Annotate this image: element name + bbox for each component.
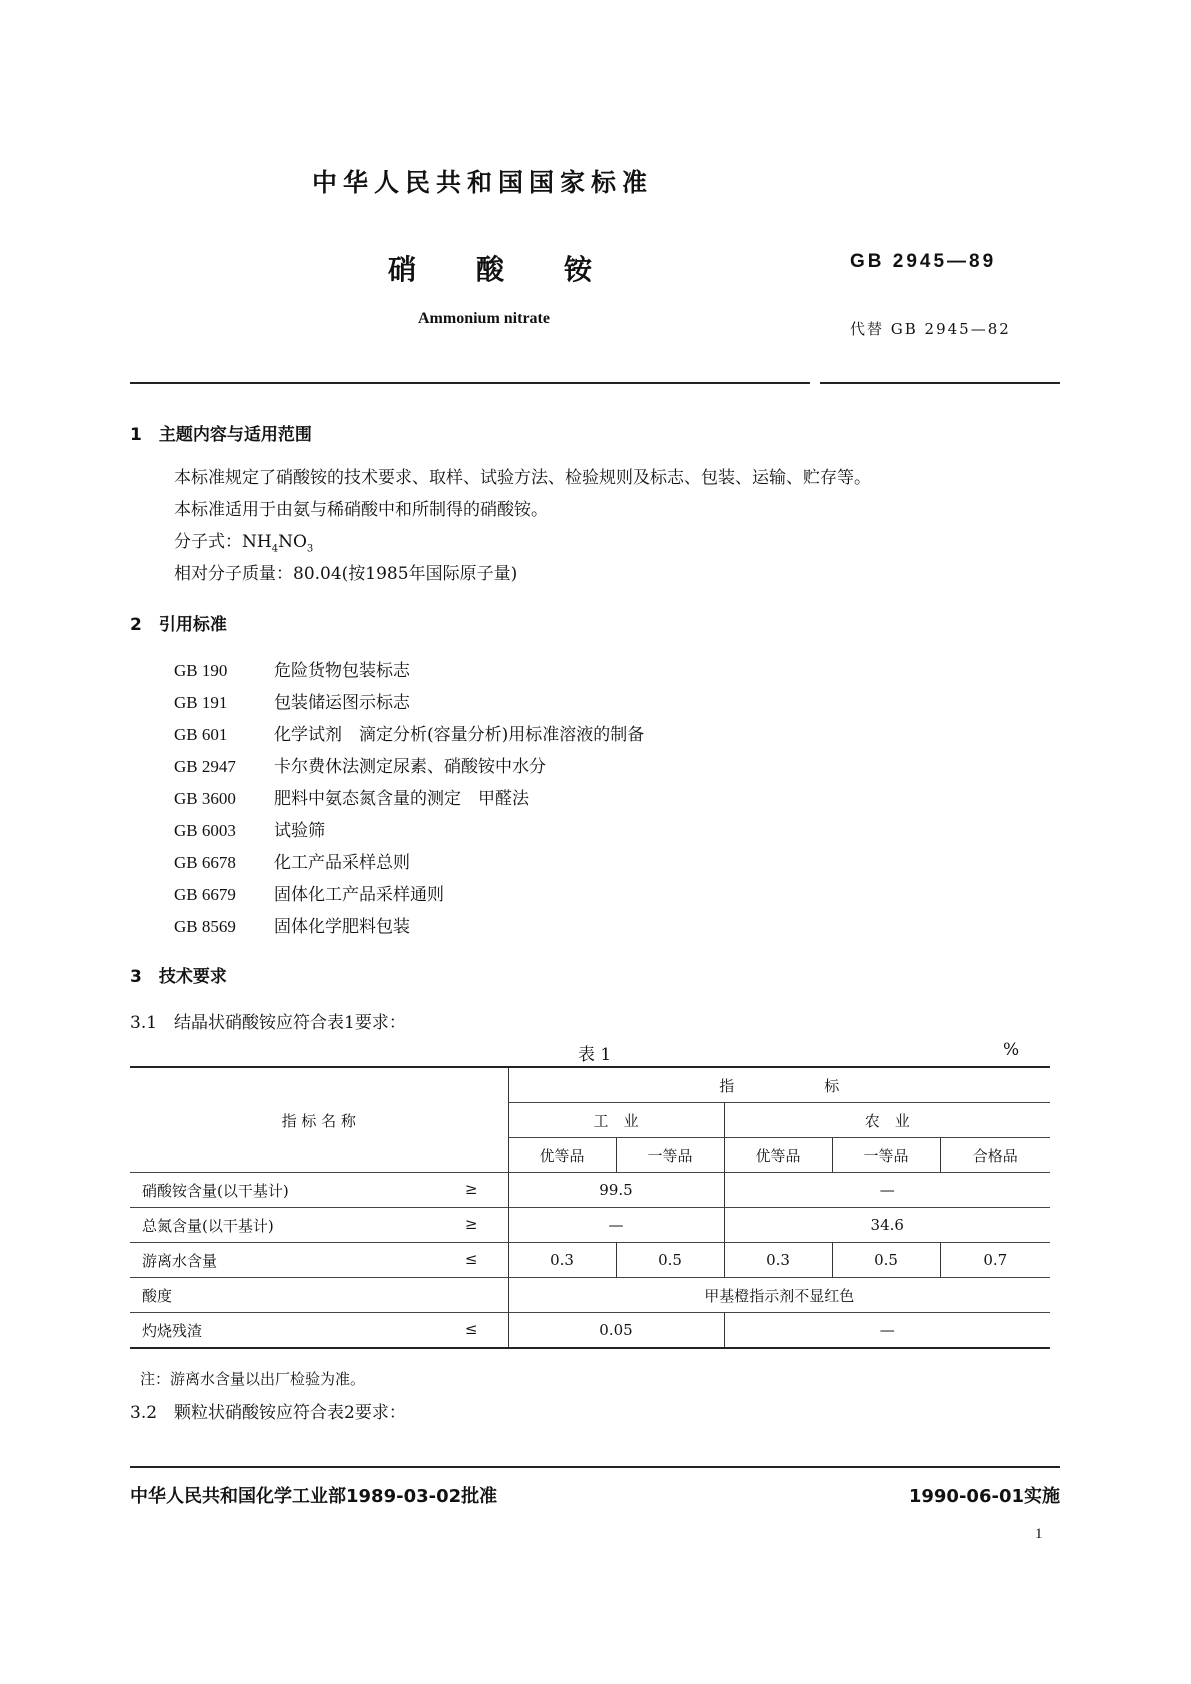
title-char: 酸 bbox=[476, 253, 505, 286]
cell: 0.7 bbox=[940, 1243, 1050, 1278]
paragraph: 本标准规定了硝酸铵的技术要求、取样、试验方法、检验规则及标志、包装、运输、贮存等。 bbox=[174, 468, 871, 488]
reference-item bbox=[174, 656, 410, 681]
header-grade: 优等品 bbox=[508, 1138, 616, 1173]
approval-info: 中华人民共和国化学工业部1989-03-02批准 bbox=[130, 1486, 498, 1507]
section-1-heading: 1 主题内容与适用范围 bbox=[130, 425, 312, 445]
reference-code: GB 191 bbox=[174, 693, 228, 712]
header-divider bbox=[820, 382, 1060, 384]
reference-item bbox=[174, 880, 444, 905]
row-label: 酸度 bbox=[142, 1286, 173, 1305]
reference-title: 化学试剂 滴定分析(容量分析)用标准溶液的制备 bbox=[274, 725, 645, 745]
cell: 0.05 bbox=[508, 1313, 724, 1349]
reference-title: 固体化工产品采样通则 bbox=[274, 885, 444, 905]
formula-part: NH bbox=[242, 532, 272, 552]
standard-number: GB 2945—89 bbox=[850, 251, 997, 272]
reference-title: 化工产品采样总则 bbox=[274, 853, 410, 873]
reference-item bbox=[174, 816, 325, 841]
reference-item bbox=[174, 848, 410, 873]
cell: 0.3 bbox=[508, 1243, 616, 1278]
comparison-symbol: ≤ bbox=[464, 1319, 478, 1338]
reference-item bbox=[174, 912, 410, 937]
formula-label: 分子式： bbox=[174, 532, 242, 552]
header-grade: 优等品 bbox=[724, 1138, 832, 1173]
table-note: 注：游离水含量以出厂检验为准。 bbox=[140, 1370, 366, 1388]
cell: 34.6 bbox=[724, 1208, 1050, 1243]
title-char: 硝 bbox=[388, 253, 417, 286]
reference-title: 危险货物包装标志 bbox=[274, 661, 410, 681]
header-divider bbox=[130, 382, 810, 384]
comparison-symbol: ≤ bbox=[464, 1249, 478, 1268]
reference-item bbox=[174, 720, 644, 745]
reference-code: GB 6003 bbox=[174, 821, 236, 840]
reference-title: 卡尔费休法测定尿素、硝酸铵中水分 bbox=[274, 757, 546, 777]
header-index: 指 标 bbox=[508, 1067, 1050, 1103]
cell: — bbox=[724, 1173, 1050, 1208]
header-grade: 一等品 bbox=[832, 1138, 940, 1173]
table-1 bbox=[130, 1066, 1050, 1349]
document-title bbox=[388, 248, 652, 288]
cell: 0.5 bbox=[832, 1243, 940, 1278]
table-row bbox=[130, 1173, 1050, 1208]
table-row bbox=[130, 1278, 1050, 1313]
row-label: 总氮含量(以干基计) bbox=[142, 1216, 274, 1235]
cell: 0.3 bbox=[724, 1243, 832, 1278]
effective-date: 1990-06-01实施 bbox=[908, 1486, 1060, 1507]
title-char: 铵 bbox=[564, 253, 593, 286]
english-title: Ammonium nitrate bbox=[418, 310, 550, 327]
row-name bbox=[130, 1313, 508, 1349]
reference-code: GB 2947 bbox=[174, 757, 236, 776]
reference-title: 肥料中氨态氮含量的测定 甲醛法 bbox=[274, 789, 529, 809]
reference-code: GB 3600 bbox=[174, 789, 236, 808]
reference-title: 试验筛 bbox=[274, 821, 325, 841]
footer-divider bbox=[130, 1466, 1060, 1468]
formula-subscript: 3 bbox=[306, 543, 314, 555]
reference-code: GB 601 bbox=[174, 725, 228, 744]
reference-item bbox=[174, 784, 529, 809]
header-name-col: 指 标 名 称 bbox=[130, 1067, 508, 1173]
replaces-standard: 代替 GB 2945—82 bbox=[850, 320, 1011, 338]
table-caption: 表 1 bbox=[578, 1045, 612, 1065]
formula-part: NO bbox=[278, 532, 307, 552]
cell: 99.5 bbox=[508, 1173, 724, 1208]
row-name bbox=[130, 1173, 508, 1208]
table-header-row bbox=[130, 1067, 1050, 1103]
clause-3-1: 3.1 结晶状硝酸铵应符合表1要求： bbox=[130, 1013, 406, 1033]
cell: 0.5 bbox=[616, 1243, 724, 1278]
reference-code: GB 6679 bbox=[174, 885, 236, 904]
clause-3-2: 3.2 颗粒状硝酸铵应符合表2要求： bbox=[130, 1403, 406, 1423]
header-agricultural: 农 业 bbox=[724, 1103, 1050, 1138]
molar-mass: 相对分子质量：80.04(按1985年国际原子量) bbox=[174, 564, 518, 584]
table-row bbox=[130, 1208, 1050, 1243]
table-row bbox=[130, 1243, 1050, 1278]
page-number: 1 bbox=[1035, 1526, 1043, 1542]
reference-item bbox=[174, 752, 546, 777]
section-3-heading: 3 技术要求 bbox=[130, 967, 227, 987]
row-label: 灼烧残渣 bbox=[142, 1321, 203, 1340]
molecular-formula bbox=[174, 527, 313, 554]
cell: — bbox=[724, 1313, 1050, 1349]
reference-item bbox=[174, 688, 410, 713]
reference-code: GB 8569 bbox=[174, 917, 236, 936]
row-label: 游离水含量 bbox=[142, 1251, 218, 1270]
paragraph: 本标准适用于由氨与稀硝酸中和所制得的硝酸铵。 bbox=[174, 500, 548, 520]
formula-subscript: 4 bbox=[271, 543, 279, 555]
section-2-heading: 2 引用标准 bbox=[130, 615, 227, 635]
comparison-symbol: ≥ bbox=[464, 1179, 478, 1198]
cell: — bbox=[508, 1208, 724, 1243]
row-label: 硝酸铵含量(以干基计) bbox=[142, 1181, 289, 1200]
reference-title: 包装储运图示标志 bbox=[274, 693, 410, 713]
reference-code: GB 190 bbox=[174, 661, 228, 680]
table-unit: % bbox=[1003, 1040, 1020, 1060]
header-industrial: 工 业 bbox=[508, 1103, 724, 1138]
reference-title: 固体化学肥料包装 bbox=[274, 917, 410, 937]
row-name bbox=[130, 1243, 508, 1278]
cell: 甲基橙指示剂不显红色 bbox=[508, 1278, 1050, 1313]
national-standard-heading: 中华人民共和国国家标准 bbox=[312, 168, 654, 197]
comparison-symbol: ≥ bbox=[464, 1214, 478, 1233]
header-grade: 一等品 bbox=[616, 1138, 724, 1173]
row-name bbox=[130, 1278, 508, 1313]
header-grade: 合格品 bbox=[940, 1138, 1050, 1173]
row-name bbox=[130, 1208, 508, 1243]
table-row bbox=[130, 1313, 1050, 1349]
reference-code: GB 6678 bbox=[174, 853, 236, 872]
